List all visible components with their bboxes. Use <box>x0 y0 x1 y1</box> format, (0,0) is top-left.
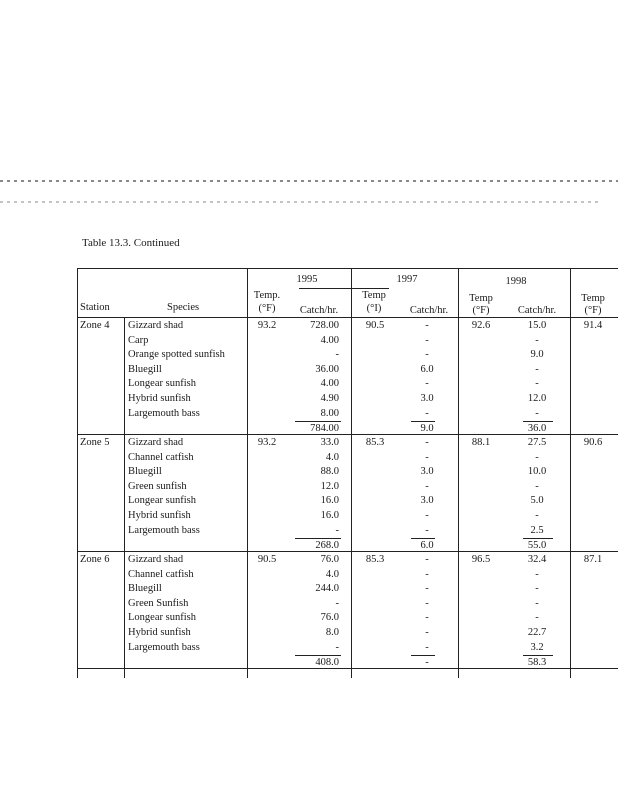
catch-1998: - <box>535 407 539 419</box>
catch-1995: - <box>335 597 339 609</box>
zone-temp: 87.1 <box>583 554 603 565</box>
species-name: Channel catfish <box>128 568 194 580</box>
species-name: Green Sunfish <box>128 597 189 609</box>
catch-1997: 3.0 <box>420 495 434 507</box>
header-bottom-rule <box>77 317 618 318</box>
species-name: Channel catfish <box>128 451 194 463</box>
catch-1998: - <box>535 480 539 492</box>
catch-1997: - <box>425 480 429 492</box>
catch-1998: 2.5 <box>530 524 544 536</box>
catch-1998: - <box>535 510 539 521</box>
year-divider-1997 <box>458 268 459 678</box>
total-1998: 36.0 <box>527 423 547 435</box>
catch-1998: - <box>535 597 539 609</box>
temp-header-next: Temp <box>581 293 605 304</box>
subtotal-rule-1998 <box>523 421 553 422</box>
catch-1997: - <box>425 554 429 565</box>
species-name: Bluegill <box>128 466 162 478</box>
catch-1997: 3.0 <box>420 393 434 404</box>
species-name: Carp <box>128 334 149 346</box>
total-1998: 58.3 <box>527 657 547 669</box>
total-1995: 268.0 <box>315 540 339 552</box>
species-name: Bluegill <box>128 583 162 595</box>
subtotal-rule-1997 <box>411 421 435 422</box>
table-top-rule <box>77 268 618 269</box>
catch-1997: - <box>425 627 429 638</box>
year-1997: 1997 <box>396 274 418 285</box>
species-name: Gizzard shad <box>128 437 184 448</box>
scan-artifact-line <box>0 180 618 182</box>
catch-1995: 12.0 <box>320 480 339 492</box>
catch-1995: 4.0 <box>325 451 339 463</box>
catch-1995: 76.0 <box>320 612 339 624</box>
total-1995: 784.00 <box>310 423 339 435</box>
catch-header-1997: Catch/hr. <box>409 305 449 316</box>
zone-bottom-rule <box>77 668 618 669</box>
catch-1995: - <box>335 524 339 536</box>
subtotal-rule-1995 <box>295 421 341 422</box>
species-name: Largemouth bass <box>128 407 200 419</box>
catch-1997: - <box>425 641 429 653</box>
catch-rate-table <box>77 268 618 678</box>
zone-temp: 88.1 <box>471 437 491 448</box>
species-name: Orange spotted sunfish <box>128 349 225 361</box>
temp-header-1995: Temp. <box>253 290 281 301</box>
station-divider <box>124 317 125 678</box>
species-name: Hybrid sunfish <box>128 627 191 638</box>
catch-1995: 36.00 <box>315 363 339 375</box>
catch-1995: 4.00 <box>320 378 339 390</box>
year-divider-1995 <box>351 268 352 678</box>
catch-1995: 76.0 <box>320 554 339 565</box>
catch-1998: 32.4 <box>527 554 547 565</box>
species-header: Species <box>167 302 200 313</box>
zone-temp: 90.5 <box>257 554 277 565</box>
catch-1997: 6.0 <box>420 363 434 375</box>
total-1997: - <box>425 657 429 669</box>
zone-label: Zone 6 <box>80 554 110 565</box>
zone-label: Zone 5 <box>80 437 110 448</box>
catch-1997: - <box>425 334 429 346</box>
species-name: Hybrid sunfish <box>128 510 191 521</box>
catch-1995: 728.00 <box>310 320 339 331</box>
total-1997: 6.0 <box>420 540 434 552</box>
catch-header-1995: Catch/hr. <box>299 305 339 316</box>
total-1997: 9.0 <box>420 423 434 435</box>
species-name: Longear sunfish <box>128 495 196 507</box>
catch-1997: 3.0 <box>420 466 434 478</box>
subtotal-rule-1997 <box>411 538 435 539</box>
catch-1998: - <box>535 363 539 375</box>
subtotal-rule-1995 <box>295 655 341 656</box>
catch-1998: - <box>535 583 539 595</box>
catch-1998: 3.2 <box>530 641 544 653</box>
scan-artifact-line <box>0 201 600 203</box>
zone-temp: 85.3 <box>365 437 385 448</box>
zone-temp: 90.6 <box>583 437 603 448</box>
species-name: Green sunfish <box>128 480 187 492</box>
catch-1995: 8.0 <box>325 627 339 638</box>
station-header: Station <box>80 302 110 313</box>
catch-1998: - <box>535 334 539 346</box>
zone-bottom-rule <box>77 434 618 435</box>
temp-header-1998: Temp <box>469 293 493 304</box>
zone-temp: 96.5 <box>471 554 491 565</box>
species-name: Longear sunfish <box>128 378 196 390</box>
catch-1998: 27.5 <box>527 437 547 448</box>
species-name: Bluegill <box>128 363 162 375</box>
catch-1998: 9.0 <box>530 349 544 361</box>
catch-1995: 4.00 <box>320 334 339 346</box>
subtotal-rule-1998 <box>523 538 553 539</box>
total-1998: 55.0 <box>527 540 547 552</box>
zone-bottom-rule <box>77 551 618 552</box>
catch-1995: 88.0 <box>320 466 339 478</box>
catch-1998: - <box>535 451 539 463</box>
zone-temp: 85.3 <box>365 554 385 565</box>
catch-1995: 16.0 <box>320 495 339 507</box>
subtotal-rule-1995 <box>295 538 341 539</box>
zone-temp: 93.2 <box>257 320 277 331</box>
catch-1995: - <box>335 641 339 653</box>
catch-1997: - <box>425 320 429 331</box>
table-caption: Table 13.3. Continued <box>82 237 180 249</box>
catch-1998: 12.0 <box>527 393 547 404</box>
zone-temp: 92.6 <box>471 320 491 331</box>
catch-1995: 8.00 <box>320 407 339 419</box>
catch-1998: 15.0 <box>527 320 547 331</box>
catch-1995: 4.0 <box>325 568 339 580</box>
catch-1997: - <box>425 437 429 448</box>
catch-1998: 22.7 <box>527 627 547 638</box>
catch-1997: - <box>425 583 429 595</box>
temp-unit-1995: (°F) <box>258 303 276 314</box>
catch-1997: - <box>425 451 429 463</box>
catch-1995: 244.0 <box>315 583 339 595</box>
catch-1997: - <box>425 510 429 521</box>
species-name: Gizzard shad <box>128 554 184 565</box>
catch-1997: - <box>425 378 429 390</box>
catch-1995: 16.0 <box>320 510 339 521</box>
catch-header-1998: Catch/hr. <box>517 305 557 316</box>
catch-1995: 33.0 <box>320 437 339 448</box>
species-name: Gizzard shad <box>128 320 184 331</box>
catch-1998: 5.0 <box>530 495 544 507</box>
catch-1998: 10.0 <box>527 466 547 478</box>
catch-1997: - <box>425 349 429 361</box>
catch-1997: - <box>425 407 429 419</box>
year-divider-1998 <box>570 268 571 678</box>
species-name: Longear sunfish <box>128 612 196 624</box>
temp-unit-1998: (°F) <box>472 305 490 316</box>
total-1995: 408.0 <box>315 657 339 669</box>
catch-1995: - <box>335 349 339 361</box>
species-name: Largemouth bass <box>128 524 200 536</box>
year-1998: 1998 <box>505 276 527 287</box>
zone-temp: 91.4 <box>583 320 603 331</box>
species-name: Hybrid sunfish <box>128 393 191 404</box>
temp-unit-1997: (°I) <box>366 303 382 314</box>
temp-header-1997: Temp <box>362 290 386 301</box>
catch-1998: - <box>535 568 539 580</box>
catch-1997: - <box>425 597 429 609</box>
zone-temp: 90.5 <box>365 320 385 331</box>
subtotal-rule-1997 <box>411 655 435 656</box>
zone-temp: 93.2 <box>257 437 277 448</box>
year-1995: 1995 <box>296 274 318 285</box>
catch-1998: - <box>535 378 539 390</box>
catch-1997: - <box>425 568 429 580</box>
catch-1997: - <box>425 524 429 536</box>
catch-1995: 4.90 <box>320 393 339 404</box>
catch-1998: - <box>535 612 539 624</box>
year-underline-1995 <box>299 288 389 289</box>
zone-label: Zone 4 <box>80 320 110 331</box>
left-border <box>77 268 78 678</box>
catch-1997: - <box>425 612 429 624</box>
temp-unit-next: (°F) <box>584 305 602 316</box>
subtotal-rule-1998 <box>523 655 553 656</box>
species-name: Largemouth bass <box>128 641 200 653</box>
